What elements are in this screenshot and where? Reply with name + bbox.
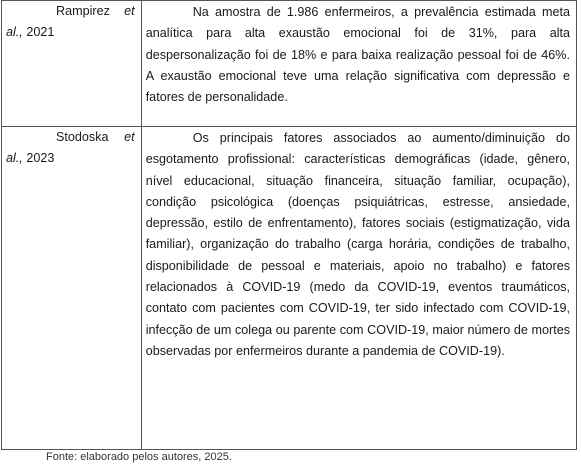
- source-note: Fonte: elaborado pelos autores, 2025.: [46, 451, 232, 463]
- reference-al: al.,: [6, 151, 23, 166]
- reference-year-line: [6, 22, 137, 43]
- finding-cell: [141, 127, 576, 450]
- finding-text: Os principais fatores associados ao aumento/diminuição do esgotamento profissional: características demográficas (idade, gênero, nível educacional, situação financeira, situação familiar, ocupação), condição psicológica (doenças psiquiátricas, estresse, ansiedade, depressão, estilo de enfrentamento), fatores sociais (estigmatização, vida familiar), organização do trabalho (carga horária, condições de trabalho, disponibilidade de pessoal e materiais, apoio no trabalho) e fatores relacionados à COVID-19 (medo da COVID-19, eventos traumáticos, contato com pacientes com COVID-19, ter sido infectado com COVID-19, infecção de um colega ou parente com COVID-19, maior número de mortes observadas por enfermeiros durante a pandemia de COVID-19).: [145, 131, 570, 358]
- reference-cell: [2, 127, 142, 450]
- table-row: [2, 127, 577, 450]
- reference-cell: [2, 1, 142, 127]
- reference-year: 2021: [26, 25, 55, 40]
- reference-et: et: [124, 4, 135, 18]
- literature-table: [1, 0, 577, 450]
- reference-al: al.,: [6, 25, 23, 40]
- reference-et: et: [124, 130, 135, 144]
- reference-author: Stodoska: [56, 130, 109, 144]
- reference-year: 2023: [26, 151, 55, 166]
- reference-author-line: [6, 127, 137, 148]
- table-row: [2, 1, 577, 127]
- reference-author: Rampirez: [56, 4, 110, 18]
- finding-text: Na amostra de 1.986 enfermeiros, a prevalência estimada meta analítica para alta exaustão emocional foi de 31%, para alta despersonalização foi de 18% e para baixa realização pessoal foi de 46%. A exaustão emocional teve uma relação significativa com depressão e fatores de personalidade.: [145, 5, 570, 105]
- reference-author-line: [6, 1, 137, 22]
- finding-cell: [141, 1, 576, 127]
- reference-year-line: [6, 148, 137, 169]
